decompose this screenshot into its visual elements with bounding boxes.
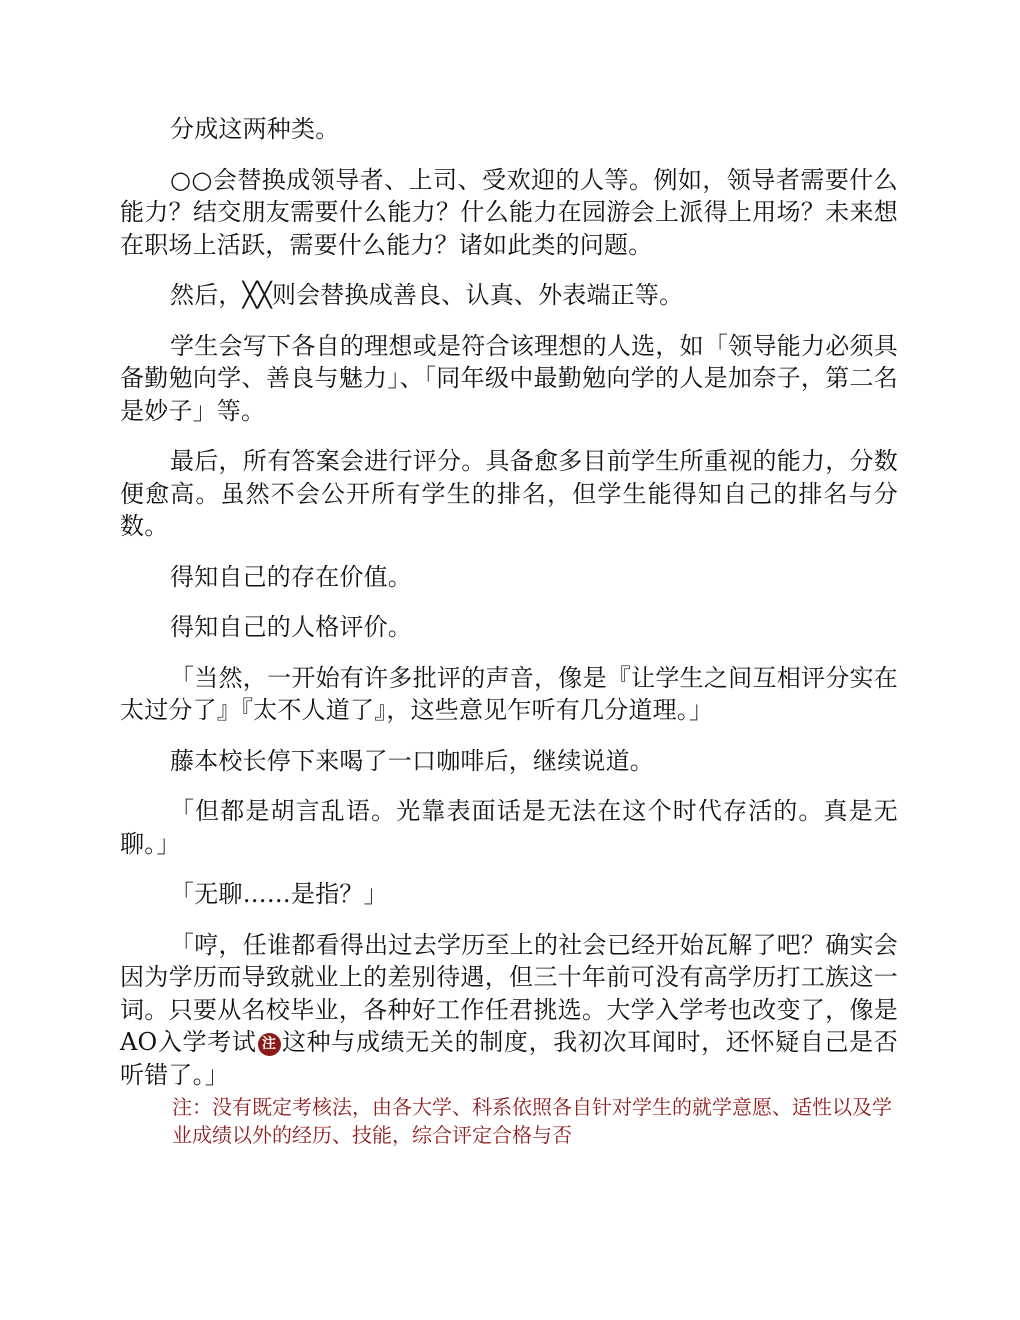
paragraph: 分成这两种类。 (170, 115, 340, 143)
paragraph: ○○会替换成领导者、上司、受欢迎的人等。例如，领导者需要什么能力？结交朋友需要什么能力？什么能力在园游会上派得上用场？未来想在职场上活跃，需要什么能力？诸如此类的问题。 (120, 165, 898, 259)
paragraph: 藤本校长停下来喝了一口咖啡后，继续说道。 (170, 746, 654, 775)
paragraph-text-after-note: 这种与成绩无关的制度，我初次耳闻时，还怀疑自己是否听错了。」 (120, 1028, 898, 1089)
paragraph: 「但都是胡言乱语。光靠表面话是无法在这个时代存活的。真是无聊。」 (120, 797, 898, 858)
footnote (172, 1093, 902, 1149)
paragraph: 然后，╳╳则会替换成善良、认真、外表端正等。 (170, 281, 684, 309)
footnote-label: 注： (172, 1095, 212, 1119)
paragraph: 得知自己的人格评价。 (170, 613, 412, 641)
paragraph: 最后，所有答案会进行评分。具备愈多目前学生所重视的能力，分数便愈高。虽然不会公开所有学生的排名，但学生能得知自己的排名与分数。 (120, 447, 898, 540)
paragraph: 「当然，一开始有许多批评的声音，像是『让学生之间互相评分实在太过分了』『太不人道了』，这些意见乍听有几分道理。」 (120, 663, 898, 724)
footnote-text: 没有既定考核法，由各大学、科系依照各自针对学生的就学意愿、适性以及学业成绩以外的经历、技能，综合评定合格与否 (172, 1095, 892, 1147)
paragraph: 「无聊……是指？」 (170, 880, 388, 908)
paragraph-with-footnote (120, 929, 898, 1092)
book-page-body (120, 113, 898, 1109)
footnote-marker-icon[interactable]: 注 (258, 1033, 281, 1056)
paragraph: 学生会写下各自的理想或是符合该理想的人选，如「领导能力必须具备勤勉向学、善良与魅力」、「同年级中最勤勉向学的人是加奈子，第二名是妙子」等。 (120, 331, 898, 425)
paragraph-text-before-note: 「哼，任谁都看得出过去学历至上的社会已经开始瓦解了吧？确实会因为学历而导致就业上的差别待遇，但三十年前可没有高学历打工族这一词。只要从名校毕业，各种好工作任君挑选。大学入学考也改变了，像是AO入学考试 (120, 930, 898, 1056)
paragraph: 得知自己的存在价值。 (170, 562, 412, 591)
